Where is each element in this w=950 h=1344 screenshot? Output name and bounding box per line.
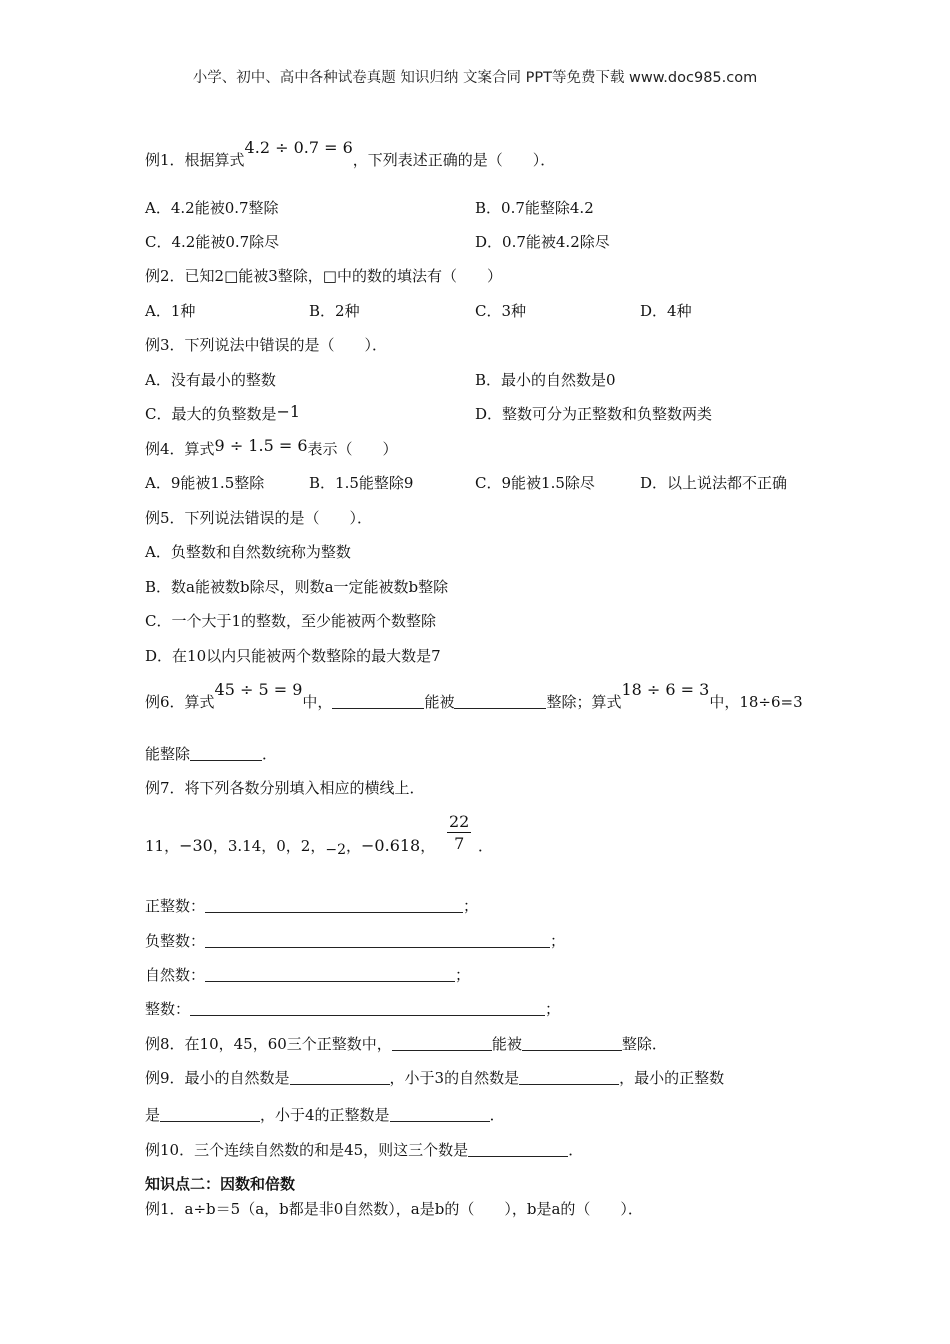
integers-row: 整数： ；	[145, 1000, 561, 1018]
answer-blank[interactable]	[519, 1070, 619, 1085]
example-6-question: 例6．算式45 ÷ 5 = 9中， 能被 整除；算式18 ÷ 6 = 3中，18÷6=3	[145, 680, 803, 711]
example-4-question: 例4．算式9 ÷ 1.5 = 6表示（ ）	[145, 436, 398, 458]
natural-numbers-row: 自然数： ；	[145, 966, 471, 984]
option-c: C．3种	[475, 302, 527, 320]
option-c: C．9能被1.5除尽	[475, 474, 595, 492]
example-9-question: 例9．最小的自然数是 ，小于3的自然数是 ，最小的正整数	[145, 1069, 725, 1087]
list-end: ．	[478, 837, 494, 855]
example-7-question: 例7．将下列各数分别填入相应的横线上．	[145, 779, 425, 797]
negative-integers-row: 负整数： ；	[145, 932, 566, 950]
option-a: A．9能被1.5整除	[145, 474, 265, 492]
option-a: A．负整数和自然数统称为整数	[145, 543, 351, 561]
formula: 45 ÷ 5 = 9	[214, 680, 303, 699]
example-1-question: 例1．根据算式4.2 ÷ 0.7 = 6，下列表述正确的是（ ）．	[145, 138, 556, 169]
option-a: A．没有最小的整数	[145, 371, 276, 389]
option-a: A．1种	[145, 302, 196, 320]
option-b: B．2种	[309, 302, 360, 320]
fraction-denominator: 7	[454, 834, 465, 853]
number-list: 11，−30，3.14，0，2，−2，−0.618，	[145, 836, 436, 858]
option-c: C．4.2能被0.7除尽	[145, 233, 280, 251]
answer-blank[interactable]	[205, 933, 550, 948]
answer-blank[interactable]	[392, 1036, 492, 1051]
option-c: C．一个大于1的整数，至少能被两个数整除	[145, 612, 437, 630]
answer-blank[interactable]	[454, 694, 546, 709]
example-8-question: 例8．在10，45，60三个正整数中， 能被 整除．	[145, 1035, 667, 1053]
example-3-question: 例3．下列说法中错误的是（ ）．	[145, 336, 388, 354]
option-d: D．整数可分为正整数和负整数两类	[475, 405, 713, 423]
answer-blank[interactable]	[468, 1142, 568, 1157]
formula: 9 ÷ 1.5 = 6	[214, 436, 308, 455]
answer-blank[interactable]	[160, 1107, 260, 1122]
option-b: B．0.7能整除4.2	[475, 199, 594, 217]
answer-blank[interactable]	[190, 746, 262, 761]
example-5-question: 例5．下列说法错误的是（ ）．	[145, 509, 373, 527]
option-b: B．数a能被数b除尽，则数a一定能被数b整除	[145, 578, 449, 596]
section-2-example-1: 例1．a÷b＝5（a，b都是非0自然数），a是b的（ ），b是a的（ ）．	[145, 1200, 643, 1218]
option-d: D．以上说法都不正确	[640, 474, 788, 492]
option-b: B．1.5能整除9	[309, 474, 414, 492]
section-heading: 知识点二：因数和倍数	[145, 1175, 296, 1193]
option-a: A．4.2能被0.7整除	[145, 199, 279, 217]
formula: 4.2 ÷ 0.7 = 6	[244, 138, 353, 157]
fraction	[447, 812, 471, 855]
formula: −1	[276, 402, 301, 421]
answer-blank[interactable]	[190, 1001, 545, 1016]
positive-integers-row: 正整数： ；	[145, 897, 479, 915]
answer-blank[interactable]	[332, 694, 424, 709]
example-6-continuation: 能整除 ．	[145, 745, 278, 763]
option-d: D．0.7能被4.2除尽	[475, 233, 610, 251]
answer-blank[interactable]	[205, 967, 455, 982]
number: −30	[179, 836, 213, 855]
answer-blank[interactable]	[522, 1036, 622, 1051]
answer-blank[interactable]	[390, 1107, 490, 1122]
option-c: C．最大的负整数是−1	[145, 402, 301, 423]
fraction-numerator: 22	[449, 812, 470, 831]
formula: 18 ÷ 6 = 3	[621, 680, 710, 699]
answer-blank[interactable]	[290, 1070, 390, 1085]
number: −2	[325, 842, 346, 858]
example-9-continuation: 是 ，小于4的正整数是 ．	[145, 1106, 505, 1124]
answer-blank[interactable]	[205, 898, 463, 913]
example-2-question: 例2．已知2□能被3整除，□中的数的填法有（ ）	[145, 267, 502, 285]
number: −0.618	[361, 836, 421, 855]
page-header: 小学、初中、高中各种试卷真题 知识归纳 文案合同 PPT等免费下载 www.doc985.com	[192, 70, 758, 86]
option-d: D．在10以内只能被两个数整除的最大数是7	[145, 647, 441, 665]
option-b: B．最小的自然数是0	[475, 371, 616, 389]
option-d: D．4种	[640, 302, 692, 320]
example-10-question: 例10．三个连续自然数的和是45，则这三个数是 ．	[145, 1141, 584, 1159]
